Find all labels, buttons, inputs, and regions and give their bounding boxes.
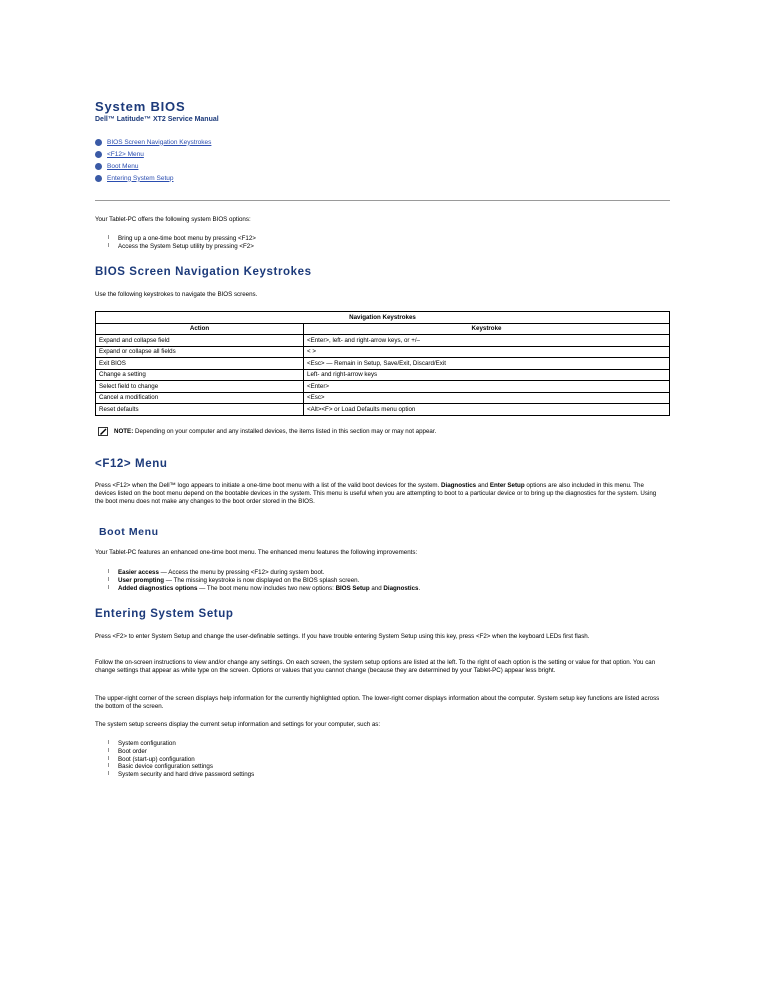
toc-item [95,136,211,148]
toc-link-f12-menu[interactable]: <F12> Menu [107,150,144,158]
f12-paragraph: Press <F12> when the Dell™ logo appears to initiate a one-time boot menu with a list of the valid boot devices for the system. Diagnostics and Enter Setup options are also included in this menu. The devices listed on the boot menu depend on the bootable devices in the system. This menu is useful when you are attempting to boot to a particular device or to bring up the diagnostics for the system. Using the boot menu does not make any changes to the boot order stored in the BIOS. [95,482,657,505]
setup-settings-list [108,740,254,779]
table-cell: <Esc> — Remain in Setup, Save/Exit, Discard/Exit [304,358,670,370]
table-row [96,404,670,416]
table-of-contents [95,136,211,184]
table-caption: Navigation Keystrokes [96,312,670,324]
table-cell: <Alt><F> or Load Defaults menu option [304,404,670,416]
heading-f12-menu: <F12> Menu [95,458,168,470]
setup-paragraph-1: Press <F2> to enter System Setup and change the user-definable settings. If you have trouble entering System Setup using this key, press <F2> when the keyboard LEDs first flash. [95,633,590,640]
list-item: l Easier access — Access the menu by pressing <F12> during system boot. [108,569,325,576]
list-item: l Added diagnostics options — The boot menu now includes two new options: BIOS Setup and Diagnostics. [108,584,421,592]
list-item: l Basic device configuration settings [108,763,213,771]
note [98,427,436,436]
table-cell: Select field to change [96,381,304,393]
table-cell: < > [304,346,670,358]
table-row [96,369,670,381]
bullet-icon [95,175,102,182]
toc-link-boot-menu[interactable]: Boot Menu [107,162,139,170]
setup-paragraph-2: Follow the on-screen instructions to view and/or change any settings. On each screen, the system setup options are listed at the left. To the right of each option is the setting or value for that option. You can change settings that appear as white type on the screen. Options or values that you cannot change (because they are determined by your Tablet-PC) appear less bright. [95,659,656,674]
heading-boot-menu: Boot Menu [99,526,159,538]
table-cell: Cancel a modification [96,392,304,404]
list-item: l Boot (start-up) configuration [108,755,195,763]
list-item: l Boot order [108,747,147,755]
toc-item [95,148,211,160]
page-title: System BIOS [95,99,186,114]
column-header-keystroke: Keystroke [304,323,670,335]
table-row [96,381,670,393]
table-cell: <Esc> [304,392,670,404]
bullet-icon [95,163,102,170]
boot-intro-text: Your Tablet-PC features an enhanced one-time boot menu. The enhanced menu features the following improvements: [95,549,418,556]
list-item: l User prompting — The missing keystroke is now displayed on the BIOS splash screen. [108,576,360,584]
table-cell: Left- and right-arrow keys [304,369,670,381]
table-cell: Expand or collapse all fields [96,346,304,358]
table-cell: <Enter> [304,381,670,393]
column-header-action: Action [96,323,304,335]
toc-link-system-setup[interactable]: Entering System Setup [107,174,174,182]
table-cell: Reset defaults [96,404,304,416]
toc-item [95,172,211,184]
setup-paragraph-4: The system setup screens display the current setup information and settings for your computer, such as: [95,721,381,728]
list-item: l System security and hard drive password settings [108,771,255,779]
boot-improvements-list [108,569,420,592]
toc-link-nav-keystrokes[interactable]: BIOS Screen Navigation Keystrokes [107,138,212,146]
heading-nav-keystrokes: BIOS Screen Navigation Keystrokes [95,266,312,278]
list-item: l System configuration [108,740,176,747]
toc-item [95,160,211,172]
heading-system-setup: Entering System Setup [95,608,234,620]
divider [95,200,670,201]
table-row [96,346,670,358]
table-cell: Expand and collapse field [96,335,304,347]
table-cell: <Enter>, left- and right-arrow keys, or +/– [304,335,670,347]
note-pencil-icon [98,427,108,436]
list-item: l Access the System Setup utility by pressing <F2> [108,242,254,250]
table-row [96,392,670,404]
list-item: l Bring up a one-time boot menu by pressing <F12> [108,235,256,242]
table-cell: Change a setting [96,369,304,381]
navigation-keystrokes-table [95,311,670,416]
table-cell: Exit BIOS [96,358,304,370]
note-label: NOTE: [114,428,134,435]
note-text: Depending on your computer and any installed devices, the items listed in this section may or may not appear. [134,428,437,435]
setup-paragraph-3: The upper-right corner of the screen displays help information for the currently highlighted option. The lower-right corner displays information about the computer. System setup key functions are listed across the bottom of the screen. [95,695,660,710]
table-row [96,358,670,370]
bullet-icon [95,139,102,146]
intro-text: Your Tablet-PC offers the following system BIOS options: [95,216,251,223]
bullet-icon [95,151,102,158]
nav-intro-text: Use the following keystrokes to navigate the BIOS screens. [95,291,258,298]
page-subtitle: Dell™ Latitude™ XT2 Service Manual [95,116,219,123]
intro-list [108,235,256,251]
table-row [96,335,670,347]
